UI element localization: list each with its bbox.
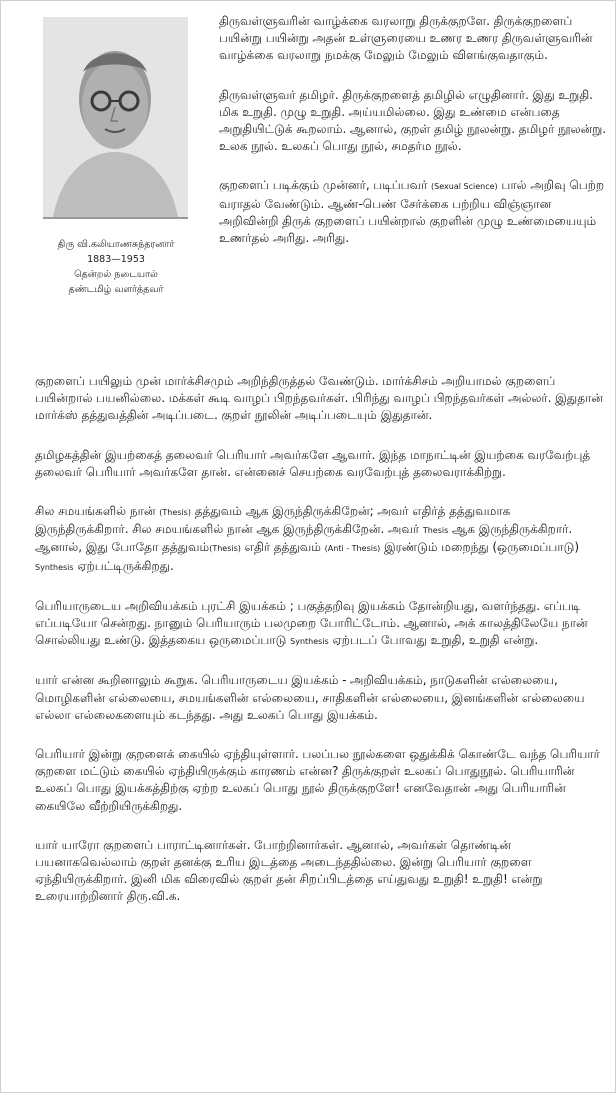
para7-b: ஏற்படப் போவது உறுதி, உறுதி என்று.	[332, 633, 539, 648]
caption-line3: தென்றல் நடையால்	[74, 269, 158, 280]
right-column	[219, 13, 607, 269]
paragraph-1: திருவள்ளுவரின் வாழ்க்கை வரலாறு திருக்குறளே. திருக்குறளைப் பயின்று பயின்று அதன் உள்ளுரையை உணர உணர திருவள்ளுவரின் வாழ்க்கை வரலாறு நமக்கு மேலும் மேலும் விளங்குவதாகும்.	[219, 14, 593, 63]
portrait-figure	[31, 17, 201, 337]
paragraph-3	[219, 177, 607, 247]
portrait-photo	[43, 17, 188, 219]
para6-f: ஏற்பட்டிருக்கிறது.	[77, 558, 174, 573]
synthesis-tag-2: Synthesis	[290, 637, 329, 647]
para6-b: தத்துவம் ஆக இருந்திருக்கிறேன்; அவர் எதிர்த் தத்துவமாக இருந்திருக்கிறார். சில சமயங்களில் நான் ஆக இருந்திருக்கிறேன். அவர்	[35, 504, 511, 537]
caption-line4: தண்டமிழ் வளர்த்தவர்	[68, 284, 164, 295]
paragraph-8: யார் என்ன கூறினாலும் கூறுக. பெரியாருடைய இயக்கம் - அறிவியக்கம், நாடுகளின் எல்லையை, மொழிகளின் எல்லையை, சமயங்களின் எல்லையை, சாதிகளின் எல்லையை, இனங்களின் எல்லையை எல்லா எல்லைகளையும் கடந்தது. அது உலகப் பொது இயக்கம்.	[35, 673, 585, 722]
para6-e: இரண்டும் மறைந்து (ஒருமைப்பாடு)	[383, 540, 579, 555]
thesis-tag-1: (Thesis)	[159, 508, 191, 518]
paragraph-6	[35, 503, 607, 576]
para3-text-a: குறளைப் படிக்கும் முன்னர், படிப்பவர்	[219, 178, 428, 193]
paragraph-4: குறளைப் பயிலும் முன் மார்க்சிசமும் அறிந்திருத்தல் வேண்டும். மார்க்சிசம் அறியாமல் குறளைப் பயின்றால் பயனில்லை. மக்கள் கூடி வாழப் பிறந்தவர்கள். பிரிந்து வாழப் பிறந்தவர்கள் அல்லர். இதுதான் மார்க்ஸ் தத்துவத்தின் அடிப்படை. குறள் நூலின் அடிப்படையும் இதுதான்.	[35, 374, 604, 423]
paragraph-5: தமிழகத்தின் இயற்கைத் தலைவர் பெரியார் அவர்களே ஆவார். இந்த மாநாட்டின் இயற்கை வரவேற்புத் தலைவர் பெரியார் அவர்களே தான். என்னைச் செயற்கை வரவேற்புத் தலைவராக்கிற்று.	[35, 447, 591, 479]
paragraph-7	[35, 598, 607, 651]
paragraph-10: யார் யாரோ குறளைப் பாராட்டினார்கள். போற்றினார்கள். ஆனால், அவர்கள் தொண்டின் பயனாகவெல்லாம் குறள் தனக்கு உரிய இடத்தை அடைந்ததில்லை. இன்று பெரியார் குறளை ஏந்தியிருக்கிறார். இனி மிக விரைவில் குறள் தன் சிறப்பிடத்தை எய்துவது உறுதி! உறுதி! என்று உரையாற்றினார் திரு.வி.க.	[35, 837, 543, 904]
paragraph-2: திருவள்ளுவர் தமிழர். திருக்குறளைத் தமிழில் எழுதினார். இது உறுதி. மிக உறுதி. முழு உறுதி. அய்யமில்லை. இது உண்மை என்பதை அறுதியிட்டுக் கூறலாம். ஆனால், குறள் தமிழ் நூலன்று. தமிழர் நூலன்று. உலக நூல். உலகப் பொது நூல், சமதர்ம நூல்.	[219, 87, 607, 154]
caption-name: திரு வி.கலியாணசுந்தரனார்	[57, 239, 175, 250]
portrait-caption	[31, 237, 201, 297]
thesis-tag-2: Thesis	[422, 526, 449, 536]
para6-d: எதிர் தத்துவம்	[244, 540, 321, 555]
antithesis-tag: (Anti - Thesis)	[324, 544, 381, 554]
para6-a: சில சமயங்களில் நான்	[35, 504, 156, 519]
para7-a: பெரியாருடைய அறிவியக்கம் புரட்சி இயக்கம் ; பகுத்தறிவு இயக்கம் தோன்றியது, வளர்ந்தது. எப்படி எப்படியோ சென்றது. நானும் பெரியாரும் பலமுறை போரிட்டோம். ஆனால், அக் காலத்திலேயே நான் சொல்லியது உண்டு. இத்தகைய ஒருமைப்பாடு	[35, 598, 588, 648]
main-body	[35, 373, 607, 928]
para6-c: ஆக இருந்திருக்கிறார். ஆனால், இது போதோ தத்துவம்	[35, 522, 573, 555]
paragraph-9: பெரியார் இன்று குறளைக் கையில் ஏந்தியுள்ளார். பலப்பல நூல்களை ஒதுக்கிக் கொண்டே வந்த பெரியார் குறளை மட்டும் கையில் ஏந்தியிருக்கும் காரணம் என்ன? திருக்குறள் உலகப் பொதுநூல். பெரியாரின் உலகப் பொது இயக்கத்திற்கு ஏற்ற உலகப் பொது நூல் திருக்குறளே! எனவேதான் அது பெரியாரின் கையிலே வீற்றியிருக்கிறது.	[35, 747, 600, 813]
caption-years: 1883—1953	[87, 254, 145, 265]
para3-text-b: பால் அறிவு பெற்ற வராதல் வேண்டும். ஆண்-பெண் சேர்க்கை பற்றிய விஞ்ஞான அறிவின்றி திருக் குறளைப் பயின்றால் குறளின் முழு உண்மையையும் உணர்தல் அரிது. அரிது.	[219, 178, 605, 246]
synthesis-tag-1: Synthesis	[35, 562, 74, 572]
sexual-science-tag: (Sexual Science)	[431, 182, 498, 192]
thesis-tag-3: (Thesis)	[209, 544, 241, 554]
